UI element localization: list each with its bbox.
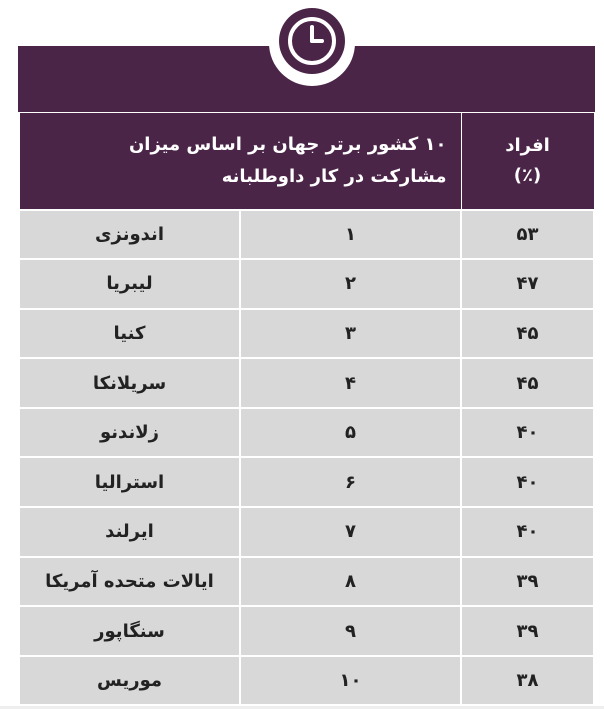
clock-icon	[279, 8, 345, 74]
table-header-row	[19, 113, 594, 210]
table-row	[19, 259, 594, 309]
country-cell: زلاندنو	[19, 408, 240, 458]
rank-cell: ۵	[240, 408, 461, 458]
country-cell: سریلانکا	[19, 358, 240, 408]
percent-header-label: افراد	[505, 134, 550, 156]
percent-header-unit: (٪)	[513, 164, 542, 186]
percent-cell: ۴۷	[461, 259, 594, 309]
country-cell: استرالیا	[19, 457, 240, 507]
rank-cell: ۲	[240, 259, 461, 309]
percent-cell: ۴۰	[461, 507, 594, 557]
rank-cell: ۹	[240, 606, 461, 656]
percent-cell: ۵۳	[461, 210, 594, 260]
ranking-table	[18, 112, 595, 706]
ranking-table-container	[18, 112, 595, 708]
country-cell: ایرلند	[19, 507, 240, 557]
percent-column-header	[461, 113, 594, 210]
rank-cell: ۸	[240, 557, 461, 607]
rank-cell: ۳	[240, 309, 461, 359]
table-row	[19, 457, 594, 507]
rank-cell: ۶	[240, 457, 461, 507]
table-row	[19, 557, 594, 607]
percent-cell: ۴۰	[461, 457, 594, 507]
country-cell: ایالات متحده آمریکا	[19, 557, 240, 607]
percent-cell: ۴۰	[461, 408, 594, 458]
table-title-header: ۱۰ کشور برتر جهان بر اساس میزان مشارکت در کار داوطلبانه	[19, 113, 461, 210]
percent-cell: ۳۹	[461, 557, 594, 607]
table-row	[19, 358, 594, 408]
country-cell: اندونزی	[19, 210, 240, 260]
country-cell: سنگاپور	[19, 606, 240, 656]
country-cell: کنیا	[19, 309, 240, 359]
table-row	[19, 408, 594, 458]
percent-cell: ۳۸	[461, 656, 594, 706]
country-cell: لیبریا	[19, 259, 240, 309]
rank-cell: ۱	[240, 210, 461, 260]
rank-cell: ۷	[240, 507, 461, 557]
table-row	[19, 309, 594, 359]
table-row	[19, 606, 594, 656]
rank-cell: ۱۰	[240, 656, 461, 706]
clock-badge	[269, 0, 355, 86]
country-cell: موریس	[19, 656, 240, 706]
table-row	[19, 210, 594, 260]
table-row	[19, 507, 594, 557]
percent-cell: ۴۵	[461, 358, 594, 408]
percent-cell: ۴۵	[461, 309, 594, 359]
table-row	[19, 656, 594, 706]
percent-cell: ۳۹	[461, 606, 594, 656]
rank-cell: ۴	[240, 358, 461, 408]
